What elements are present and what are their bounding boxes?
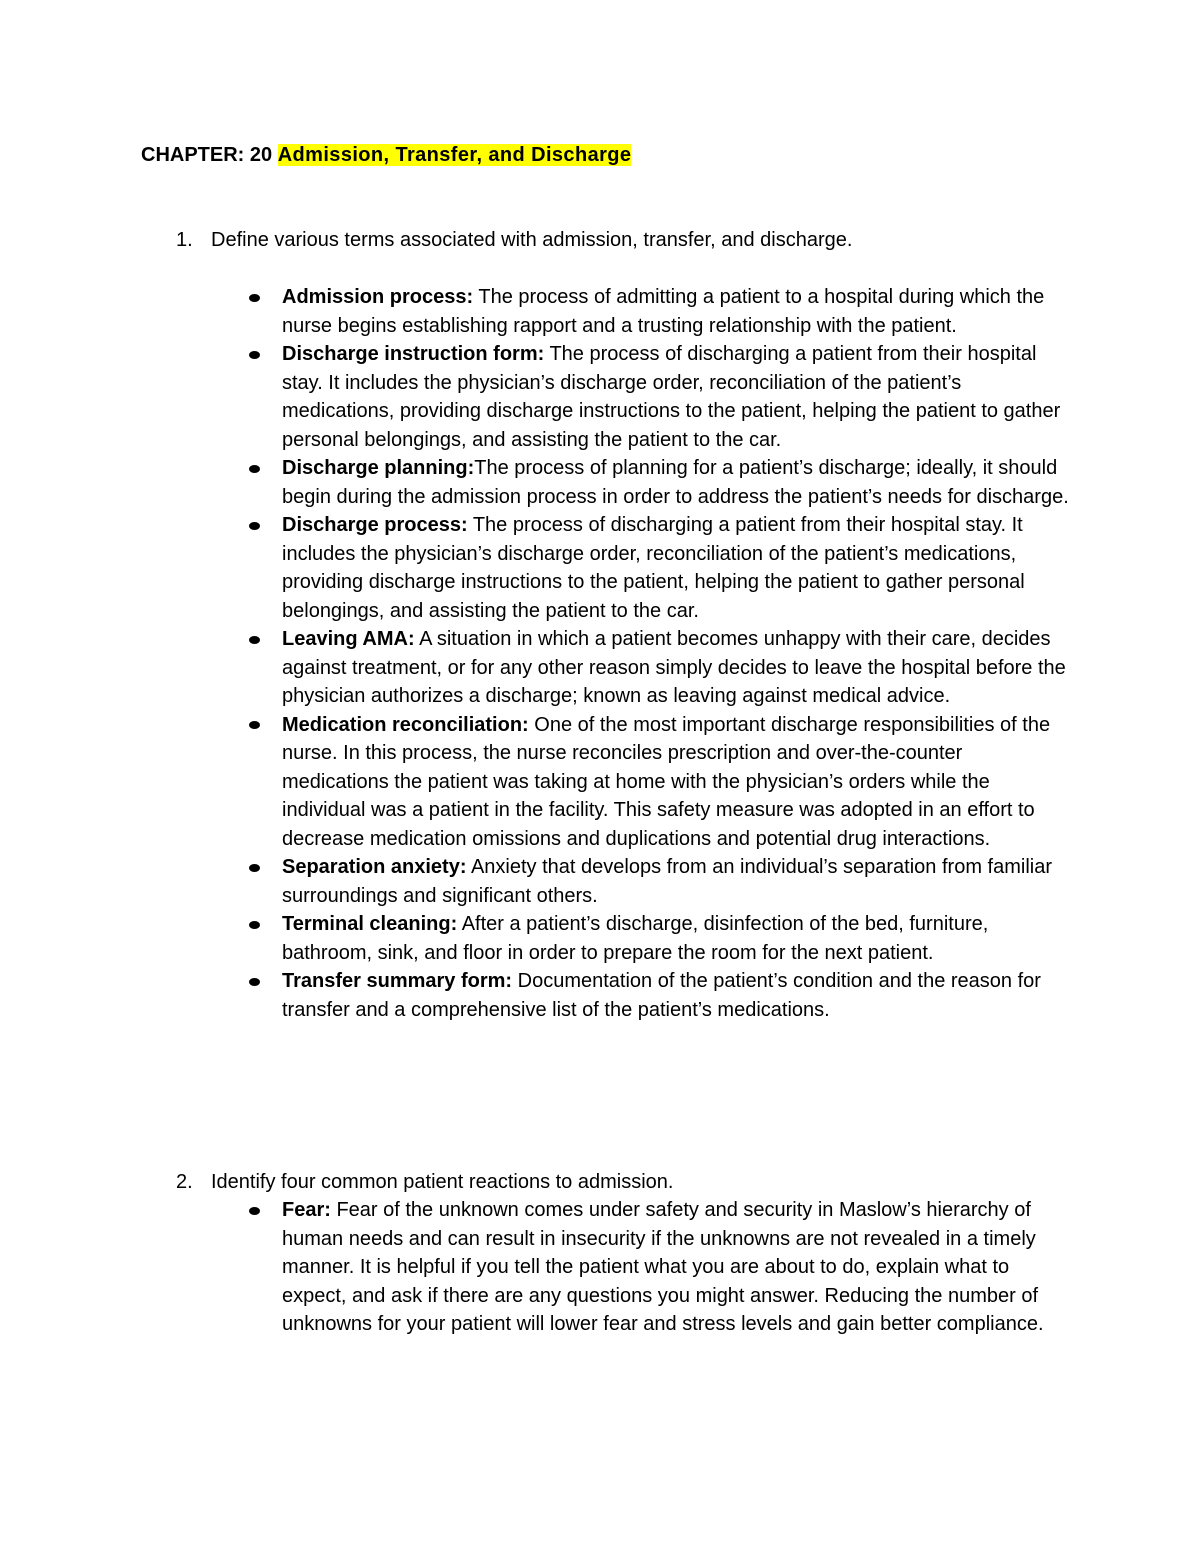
term-definition: The process of discharging a patient from their hospital stay. It includes the physician’s discharge order, reconciliation of the patient’s medications, providing discharge instructions to the patient, helping the patient to gather personal belongings, and assisting the patient to the car.: [282, 514, 1025, 622]
list-item: [282, 711, 1072, 854]
bullet-icon: [249, 636, 260, 644]
term-definition: Anxiety that develops from an individual’s separation from familiar surroundings and significant others.: [282, 856, 1052, 907]
term-label: Medication reconciliation:: [282, 713, 529, 736]
term-definition: A situation in which a patient becomes unhappy with their care, decides against treatment, or for any other reason simply decides to leave the hospital before the physician authorizes a discharge; known as leaving against medical advice.: [282, 628, 1066, 707]
term-definition: Documentation of the patient’s condition and the reason for transfer and a comprehensive list of the patient’s medications.: [282, 970, 1041, 1021]
term-definition: The process of admitting a patient to a hospital during which the nurse begins establishing rapport and a trusting relationship with the patient.: [282, 286, 1045, 337]
question-1: [176, 226, 852, 254]
list-item: [282, 511, 1072, 625]
bullet-icon: [249, 351, 260, 359]
bullet-icon: [249, 721, 260, 729]
bullet-icon: [249, 1207, 260, 1215]
bullet-icon: [249, 978, 260, 986]
question-2: [176, 1168, 673, 1196]
term-label: Discharge planning:: [282, 457, 475, 479]
list-item: [282, 454, 1072, 511]
chapter-title-prefix: CHAPTER: 20: [141, 144, 278, 166]
list-item: [282, 283, 1072, 340]
term-label: Leaving AMA:: [282, 628, 415, 650]
bullet-icon: [249, 294, 260, 302]
question-number: 1.: [176, 229, 193, 251]
term-label: Terminal cleaning:: [282, 913, 458, 935]
list-item: [282, 853, 1072, 910]
term-label: Separation anxiety:: [282, 856, 467, 878]
chapter-title: [141, 141, 631, 169]
bullet-icon: [249, 864, 260, 872]
term-label: Fear:: [282, 1199, 331, 1221]
bullet-icon: [249, 465, 260, 473]
chapter-title-highlight: Admission, Transfer, and Discharge: [277, 144, 632, 166]
reaction-list-2: [282, 1196, 1072, 1339]
term-definition: Fear of the unknown comes under safety and security in Maslow’s hierarchy of human needs and can result in insecurity if the unknowns are not revealed in a timely manner. It is helpful if you tell the patient what you are about to do, explain what to expect, and ask if there are any questions you might answer. Reducing the number of unknowns for your patient will lower fear and stress levels and gain better compliance.: [282, 1199, 1044, 1335]
list-item: [282, 625, 1072, 711]
term-label: Transfer summary form:: [282, 970, 513, 992]
term-definition: The process of discharging a patient from their hospital stay. It includes the physician’s discharge order, reconciliation of the patient’s medications, providing discharge instructions to the patient, helping the patient to gather personal belongings, and assisting the patient to the car.: [282, 343, 1061, 451]
term-definition: The process of planning for a patient’s discharge; ideally, it should begin during the admission process in order to address the patient’s needs for discharge.: [282, 457, 1069, 508]
list-item: [282, 340, 1072, 454]
question-text: Identify four common patient reactions to admission.: [211, 1171, 674, 1193]
term-definition: One of the most important discharge responsibilities of the nurse. In this process, the nurse reconciles prescription and over-the-counter medications the patient was taking at home with the physician’s orders while the individual was a patient in the facility. This safety measure was adopted in an effort to decrease medication omissions and duplications and potential drug interactions.: [282, 713, 1051, 850]
bullet-icon: [249, 921, 260, 929]
question-text: Define various terms associated with admission, transfer, and discharge.: [211, 229, 853, 251]
question-number: 2.: [176, 1171, 193, 1193]
term-label: Discharge process:: [282, 514, 468, 536]
term-list-1: [282, 283, 1072, 1024]
list-item: [282, 1196, 1072, 1339]
list-item: [282, 910, 1072, 967]
term-definition: After a patient’s discharge, disinfection of the bed, furniture, bathroom, sink, and floor in order to prepare the room for the next patient.: [282, 913, 989, 964]
bullet-icon: [249, 522, 260, 530]
list-item: [282, 967, 1072, 1024]
term-label: Admission process:: [282, 286, 474, 308]
term-label: Discharge instruction form:: [282, 343, 545, 365]
